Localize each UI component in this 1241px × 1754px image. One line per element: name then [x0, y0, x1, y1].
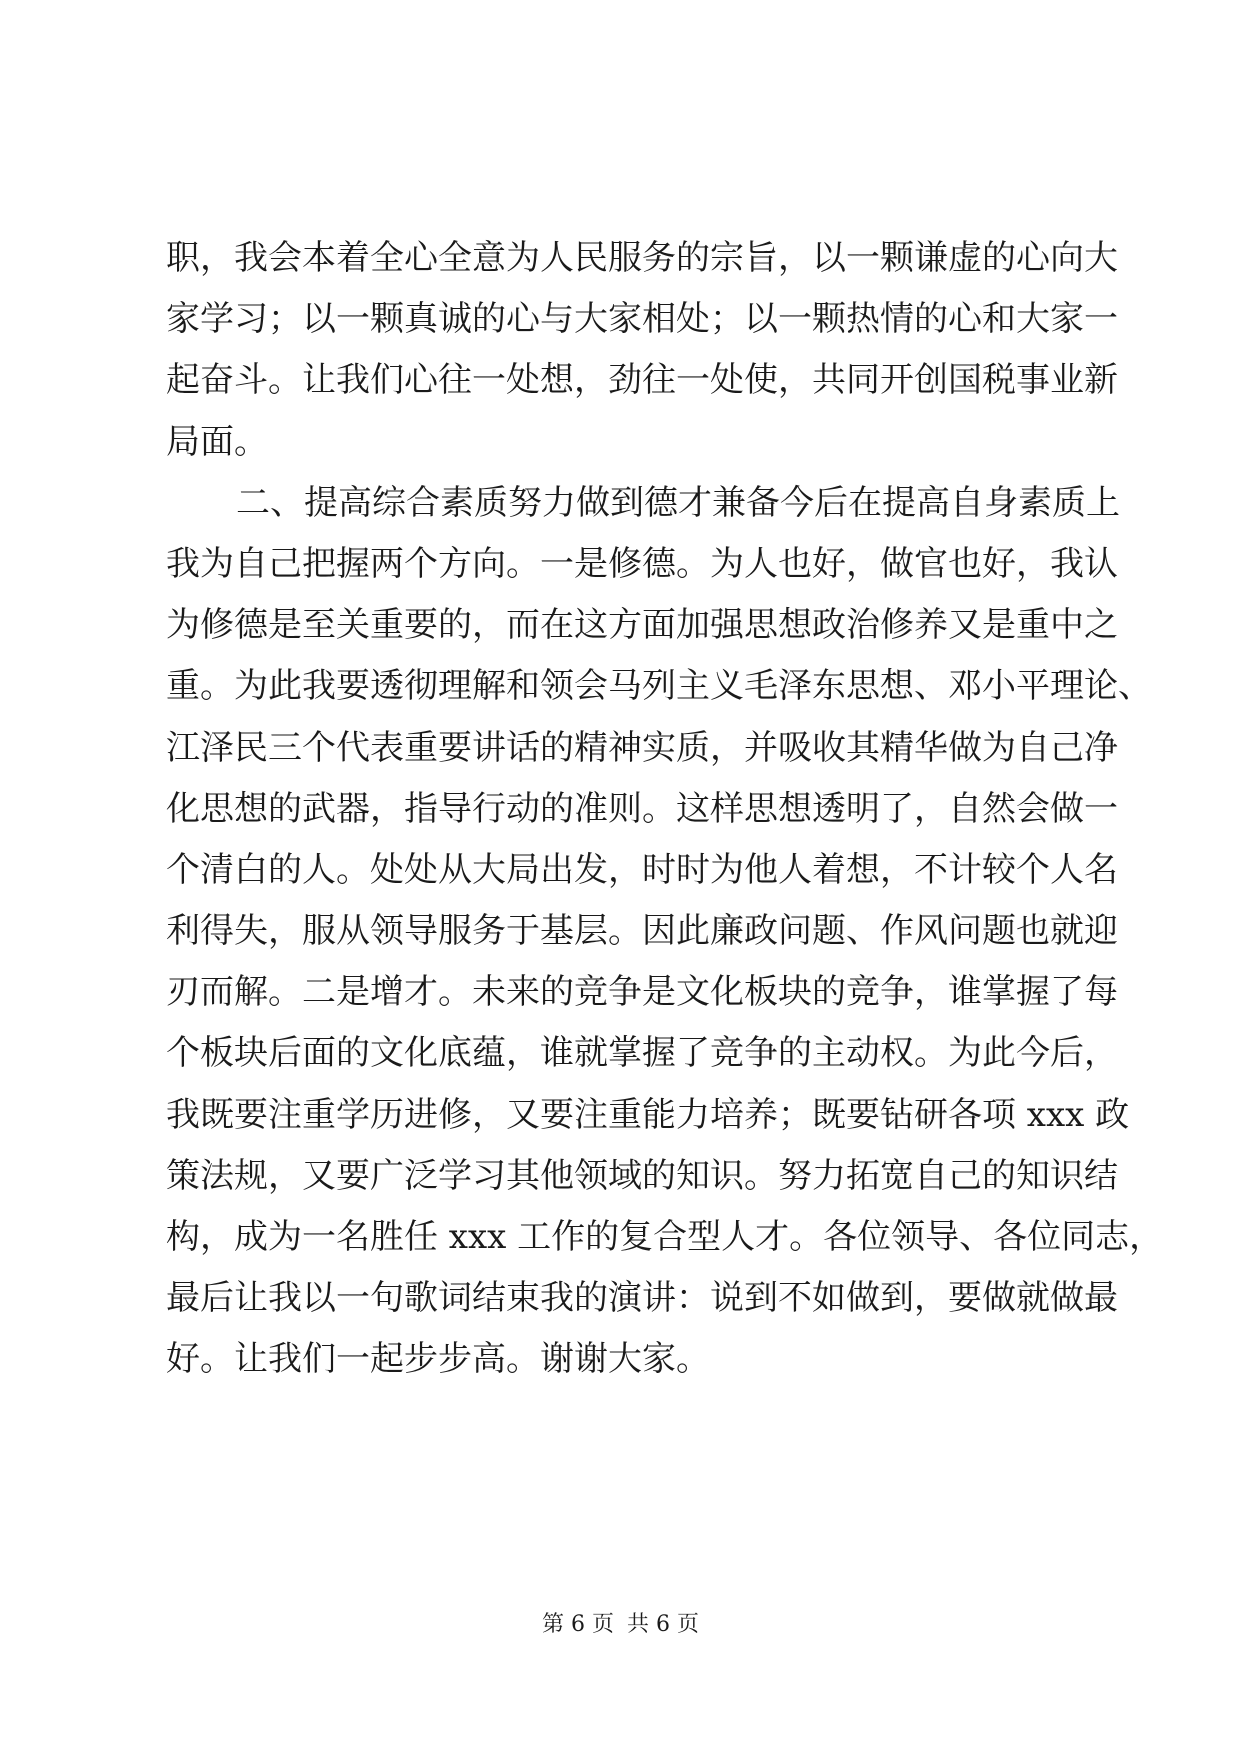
text-line: 构，成为一名胜任 xxx 工作的复合型人才。各位领导、各位同志， [166, 1217, 1164, 1257]
text-line: 最后让我以一句歌词结束我的演讲：说到不如做到，要做就做最 [166, 1278, 1118, 1319]
text-line: 利得失，服从领导服务于基层。因此廉政问题、作风问题也就迎 [166, 911, 1118, 952]
text-line: 个板块后面的文化底蕴，谁就掌握了竞争的主动权。为此今后， [166, 1033, 1118, 1074]
text-line: 个清白的人。处处从大局出发，时时为他人着想，不计较个人名 [166, 849, 1118, 890]
page-footer [0, 1611, 1241, 1639]
text-line: 家学习；以一颗真诚的心与大家相处；以一颗热情的心和大家一 [166, 299, 1118, 340]
text-line: 化思想的武器，指导行动的准则。这样思想透明了，自然会做一 [166, 788, 1118, 829]
text-line: 职，我会本着全心全意为人民服务的宗旨，以一颗谦虚的心向大 [166, 238, 1118, 278]
page-number-current: 第 6 页 [542, 1612, 614, 1637]
page-number-total: 共 6 页 [627, 1612, 699, 1637]
document-body [166, 228, 1164, 1391]
text-line: 二、提高综合素质努力做到德才兼备今后在提高自身素质上 [236, 482, 1120, 523]
text-line: 我既要注重学历进修，又要注重能力培养；既要钻研各项 xxx 政 [166, 1094, 1130, 1135]
text-line: 局面。 [166, 421, 268, 462]
text-line: 刃而解。二是增才。未来的竞争是文化板块的竞争，谁掌握了每 [166, 972, 1118, 1013]
text-line: 我为自己把握两个方向。一是修德。为人也好，做官也好，我认 [166, 543, 1118, 584]
text-line: 为修德是至关重要的，而在这方面加强思想政治修养又是重中之 [166, 605, 1118, 646]
text-line: 江泽民三个代表重要讲话的精神实质，并吸收其精华做为自己净 [166, 727, 1118, 768]
text-line: 好。让我们一起步步高。谢谢大家。 [166, 1339, 710, 1380]
text-line: 策法规，又要广泛学习其他领域的知识。努力拓宽自己的知识结 [166, 1155, 1118, 1196]
text-line: 起奋斗。让我们心往一处想，劲往一处使，共同开创国税事业新 [166, 360, 1118, 401]
text-line: 重。为此我要透彻理解和领会马列主义毛泽东思想、邓小平理论、 [166, 666, 1152, 707]
